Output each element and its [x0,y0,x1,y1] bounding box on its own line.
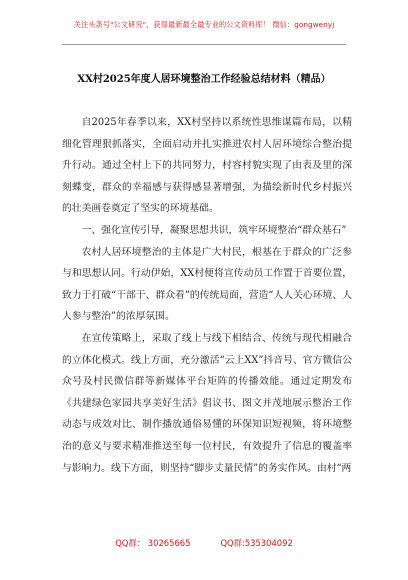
paragraph-intro: 自2025年春季以来，XX村坚持以系统性思维谋篇布局，以精细化管理狠抓落实，全面启动并扎实推进农村人居环境综合整治提升行动。通过全村上下的共同努力，村容村貌实现了由表及里的深刻蝶变，群众的幸福感与获得感显著增强，为描绘新时代乡村振兴的壮美画卷奠定了坚实的环境基础。 [62,117,352,215]
header-promo-text: 关注头条号"公文研究"，获得最新最全最专业的公文资料库！ 微信：gongwenyj [73,20,335,29]
footer-contacts [0,537,408,549]
header-divider [62,44,346,45]
paragraph: 在宣传策略上，采取了线上与线下相结合、传统与现代相融合的立体化模式。线上方面，充分激活“云上XX”抖音号、官方微信公众号及村民微信群等新媒体平台矩阵的传播效能。通过定期发布《共建绿色家园共享美好生活》倡议书、图文并茂地展示整治工作动态与成效对比、制作播放通俗易懂的环保知识短视频，将环境整治的意义与要求精准推送至每一位村民，有效提升了信息的覆盖率与影响力。线下方面，则坚持“脚步丈量民情”的务实作风。由村“两 [62,332,352,474]
document-body [62,112,352,479]
footer-qq-group-2: QQ群:535304092 [220,538,293,548]
footer-qq-group-1: QQ群： 30265665 [115,538,191,548]
paragraph: 农村人居环境整治的主体是广大村民，根基在于群众的广泛参与和思想认同。行动伊始，XX村便将宣传动员工作置于首要位置，致力于打破“干部干、群众看”的传统局面，营造“人人关心环境、人人参与整治”的浓厚氛围。 [62,246,352,323]
document-title: XX村2025年度人居环境整治工作经验总结材料（精品） [77,74,331,85]
section-heading: 一、强化宣传引导，凝聚思想共识，筑牢环境整治“群众基石” [81,224,347,236]
